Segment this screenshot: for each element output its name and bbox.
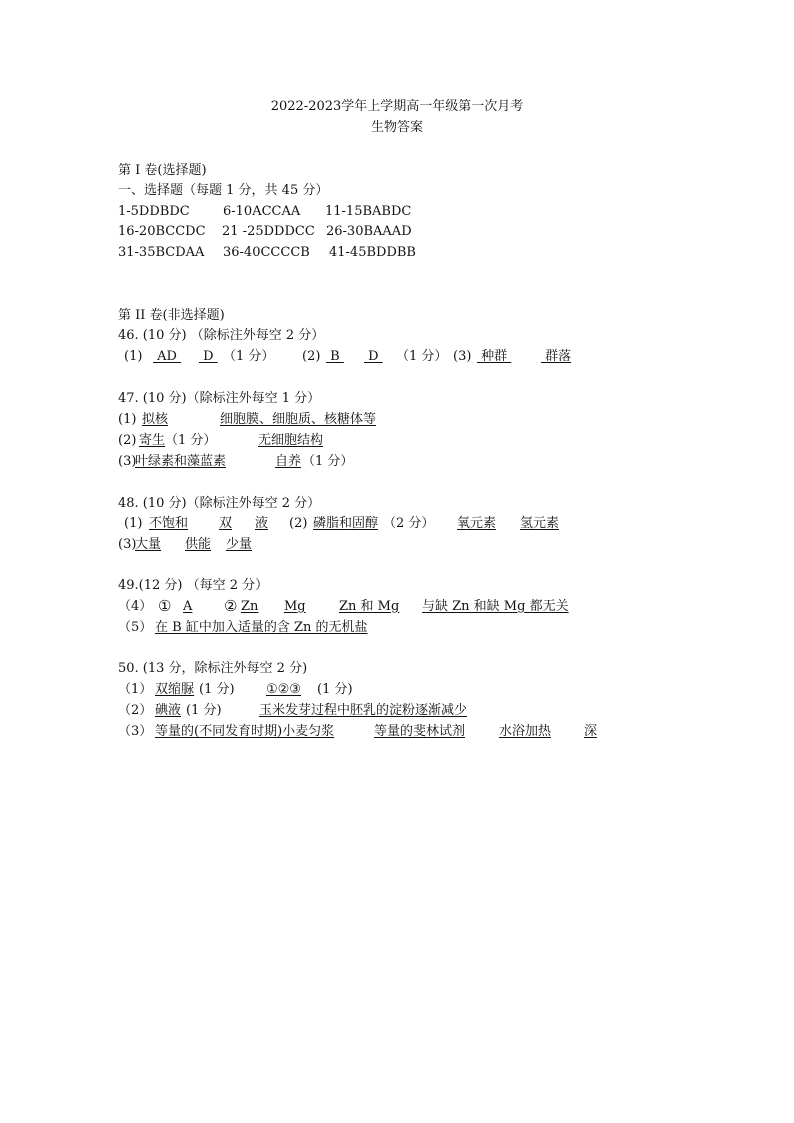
q49-answer-1: A [183, 599, 193, 614]
q49-answer-4: Zn 和 Mg [339, 599, 400, 614]
part2-heading: 第 II 卷(非选择题) [118, 308, 225, 323]
q46-answer-3: B [326, 349, 344, 364]
q46-note-1: （1 分） [223, 349, 275, 364]
q49-title: 49.(12 分) （每空 2 分） [118, 578, 269, 593]
q50-part-3: （3） [118, 724, 153, 739]
q48-answer-4: 磷脂和固醇 [313, 516, 379, 531]
mc-answers-11: 11-15BABDC [325, 204, 412, 219]
mc-answers-31: 31-35BCDAA [118, 245, 205, 260]
circled-one-icon: ① [158, 597, 172, 615]
q49-part-4: （4） [118, 599, 153, 614]
page-subtitle: 生物答案 [370, 120, 423, 135]
q49-answer-2: Zn [241, 599, 259, 614]
q50-answer-2: ①②③ [266, 682, 301, 697]
q50-answer-1: 双缩脲 [155, 682, 195, 697]
part1-section: 一、选择题（每题 1 分，共 45 分） [118, 183, 329, 198]
q46-title: 46. (10 分) （除标注外每空 2 分） [118, 328, 325, 343]
mc-answers-1: 1-5DDBDC [118, 204, 190, 219]
q47-part-2: (2) [118, 433, 137, 448]
q46-answer-1: AD [153, 349, 182, 364]
q48-answer-3: 液 [255, 516, 269, 531]
mc-answers-41: 41-45BDDBB [329, 245, 416, 260]
q48-answer-5: 氧元素 [457, 516, 497, 531]
q48-part-1: (1) [124, 516, 143, 531]
q47-answer-1: 拟核 [142, 412, 169, 427]
q46-answer-5: 种群 [477, 349, 512, 364]
q46-note-2: （1 分） [396, 349, 448, 364]
part1-heading: 第 I 卷(选择题) [118, 163, 207, 178]
q49-answer-5: 与缺 Zn 和缺 Mg 都无关 [422, 599, 569, 614]
q48-answer-7: 大量 [135, 537, 162, 552]
q48-answer-6: 氢元素 [520, 516, 560, 531]
q48-note-1: （2 分） [383, 516, 435, 531]
circled-two-icon: ② [224, 597, 238, 615]
mc-answers-16: 16-20BCCDC [118, 224, 206, 239]
q48-answer-2: 双 [219, 516, 233, 531]
q50-answer-5: 等量的(不同发育时期)小麦匀浆 [155, 724, 335, 739]
q48-answer-8: 供能 [185, 537, 212, 552]
q50-title: 50. (13 分，除标注外每空 2 分) [118, 661, 308, 676]
q50-note-1: (1 分) [199, 682, 235, 697]
mc-answers-36: 36-40CCCCB [223, 245, 310, 260]
mc-answers-21: 21 -25DDDCC [222, 224, 315, 239]
q46-part-3: (3) [453, 349, 472, 364]
q50-part-1: （1） [118, 682, 153, 697]
q48-answer-9: 少量 [226, 537, 253, 552]
q46-part-2: (2) [302, 349, 321, 364]
q46-answer-6: 群落 [541, 349, 572, 364]
q47-note-2: （1 分） [302, 454, 354, 469]
q47-answer-4: 无细胞结构 [258, 433, 324, 448]
q47-note-1: （1 分） [165, 433, 217, 448]
q50-note-3: (1 分) [186, 703, 222, 718]
q49-part-5: （5） [118, 620, 153, 635]
q48-answer-1: 不饱和 [149, 516, 189, 531]
q48-part-3: (3) [118, 537, 137, 552]
q48-title: 48. (10 分)（除标注外每空 2 分） [118, 496, 321, 511]
q48-part-2: (2) [289, 516, 308, 531]
mc-answers-6: 6-10ACCAA [223, 204, 301, 219]
q50-note-2: (1 分) [317, 682, 353, 697]
q46-part-1: (1) [124, 349, 143, 364]
q46-answer-4: D [364, 349, 383, 364]
q47-answer-6: 自养 [275, 454, 302, 469]
q47-answer-2: 细胞膜、细胞质、核糖体等 [220, 412, 377, 427]
q47-answer-5: 叶绿素和藻蓝素 [135, 454, 227, 469]
q50-answer-8: 深 [584, 724, 598, 739]
q50-answer-3: 碘液 [155, 703, 182, 718]
q47-answer-3: 寄生 [139, 433, 166, 448]
q50-answer-6: 等量的斐林试剂 [374, 724, 466, 739]
q47-part-3: (3) [118, 454, 137, 469]
q47-part-1: (1) [118, 412, 137, 427]
page-title: 2022-2023学年上学期高一年级第一次月考 [270, 99, 524, 114]
q50-answer-7: 水浴加热 [499, 724, 552, 739]
q50-answer-4: 玉米发芽过程中胚乳的淀粉逐渐减少 [259, 703, 468, 718]
q49-answer-6: 在 B 缸中加入适量的含 Zn 的无机盐 [155, 620, 368, 635]
q49-answer-3: Mg [284, 599, 306, 614]
q47-title: 47. (10 分)（除标注外每空 1 分） [118, 391, 321, 406]
mc-answers-26: 26-30BAAAD [326, 224, 412, 239]
q46-answer-2: D [199, 349, 218, 364]
q50-part-2: （2） [118, 703, 153, 718]
